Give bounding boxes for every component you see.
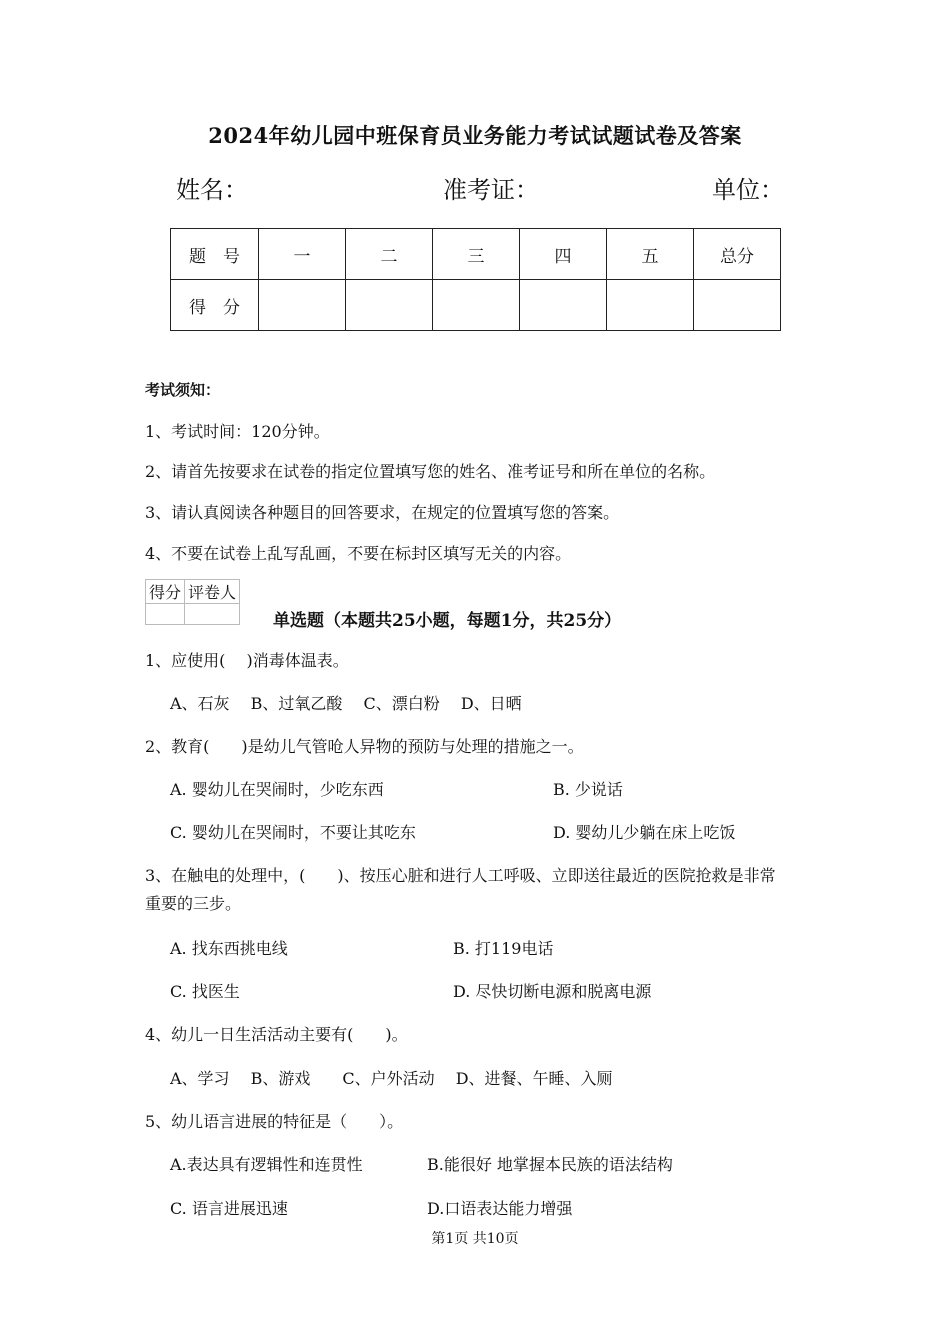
grader-reviewer-cell[interactable]: [185, 604, 240, 625]
score-table-cell: 总分: [694, 229, 781, 280]
score-table-cell: 题 号: [171, 229, 259, 280]
question-5-option-a: A.表达具有逻辑性和连贯性: [170, 1155, 363, 1174]
question-2-option-d: D. 婴幼儿少躺在床上吃饭: [553, 823, 736, 842]
score-input-cell[interactable]: [607, 280, 694, 331]
page-footer: 第1页 共10页: [431, 1231, 519, 1247]
question-3-option-d: D. 尽快切断电源和脱离电源: [453, 982, 652, 1001]
section-title: 单选题（本题共25小题，每题1分，共25分）: [273, 611, 622, 631]
score-table-cell: 四: [520, 229, 607, 280]
score-input-cell[interactable]: [520, 280, 607, 331]
question-5-option-d: D.口语表达能力增强: [427, 1199, 573, 1218]
grader-reviewer-label: 评卷人: [185, 580, 240, 604]
question-3-option-a: A. 找东西挑电线: [170, 939, 288, 958]
question-2-stem: 2、教育( )是幼儿气管呛人异物的预防与处理的措施之一。: [145, 737, 584, 756]
question-5-stem: 5、幼儿语言进展的特征是（ ）。: [145, 1112, 404, 1131]
notice-heading: 考试须知：: [145, 381, 221, 399]
grader-score-cell[interactable]: [146, 604, 185, 625]
score-table-cell: 三: [433, 229, 520, 280]
unit-label: 单位：: [712, 176, 784, 204]
notice-item: 4、不要在试卷上乱写乱画，不要在标封区填写无关的内容。: [145, 544, 572, 563]
question-1-stem: 1、应使用( )消毒体温表。: [145, 651, 349, 670]
score-table-cell: 一: [259, 229, 346, 280]
grader-table: [145, 579, 240, 625]
score-table-cell: 二: [346, 229, 433, 280]
question-5-option-b: B.能很好 地掌握本民族的语法结构: [427, 1155, 673, 1174]
question-3-stem-continued: 重要的三步。: [145, 894, 242, 913]
notice-item: 2、请首先按要求在试卷的指定位置填写您的姓名、准考证号和所在单位的名称。: [145, 462, 716, 481]
score-table-cell: 五: [607, 229, 694, 280]
question-2-option-c: C. 婴幼儿在哭闹时，不要让其吃东: [170, 823, 416, 842]
page-title: 2024年幼儿园中班保育员业务能力考试试题试卷及答案: [208, 123, 742, 148]
exam-number-label: 准考证：: [443, 176, 539, 204]
notice-item: 3、请认真阅读各种题目的回答要求，在规定的位置填写您的答案。: [145, 503, 620, 522]
question-3-stem: 3、在触电的处理中，( )、按压心脏和进行人工呼吸、立即送往最近的医院抢救是非常: [145, 866, 776, 885]
score-table: [170, 228, 781, 331]
score-input-cell[interactable]: [346, 280, 433, 331]
score-table-score-row: [171, 280, 781, 331]
score-input-cell[interactable]: [694, 280, 781, 331]
score-input-cell[interactable]: [433, 280, 520, 331]
question-2-option-a: A. 婴幼儿在哭闹时，少吃东西: [170, 780, 384, 799]
question-1-options: A、石灰 B、过氧乙酸 C、漂白粉 D、日晒: [170, 694, 522, 713]
name-label: 姓名：: [176, 176, 248, 204]
score-table-header-row: [171, 229, 781, 280]
notice-item: 1、考试时间：120分钟。: [145, 422, 330, 441]
question-3-option-c: C. 找医生: [170, 982, 240, 1001]
question-5-option-c: C. 语言进展迅速: [170, 1199, 288, 1218]
question-3-option-b: B. 打119电话: [453, 939, 554, 958]
score-input-cell[interactable]: [259, 280, 346, 331]
question-4-stem: 4、幼儿一日生活活动主要有( )。: [145, 1025, 408, 1044]
question-2-option-b: B. 少说话: [553, 780, 623, 799]
score-table-cell: 得 分: [171, 280, 259, 331]
grader-score-label: 得分: [146, 580, 185, 604]
question-4-options: A、学习 B、游戏 C、户外活动 D、进餐、午睡、入厕: [170, 1069, 613, 1088]
